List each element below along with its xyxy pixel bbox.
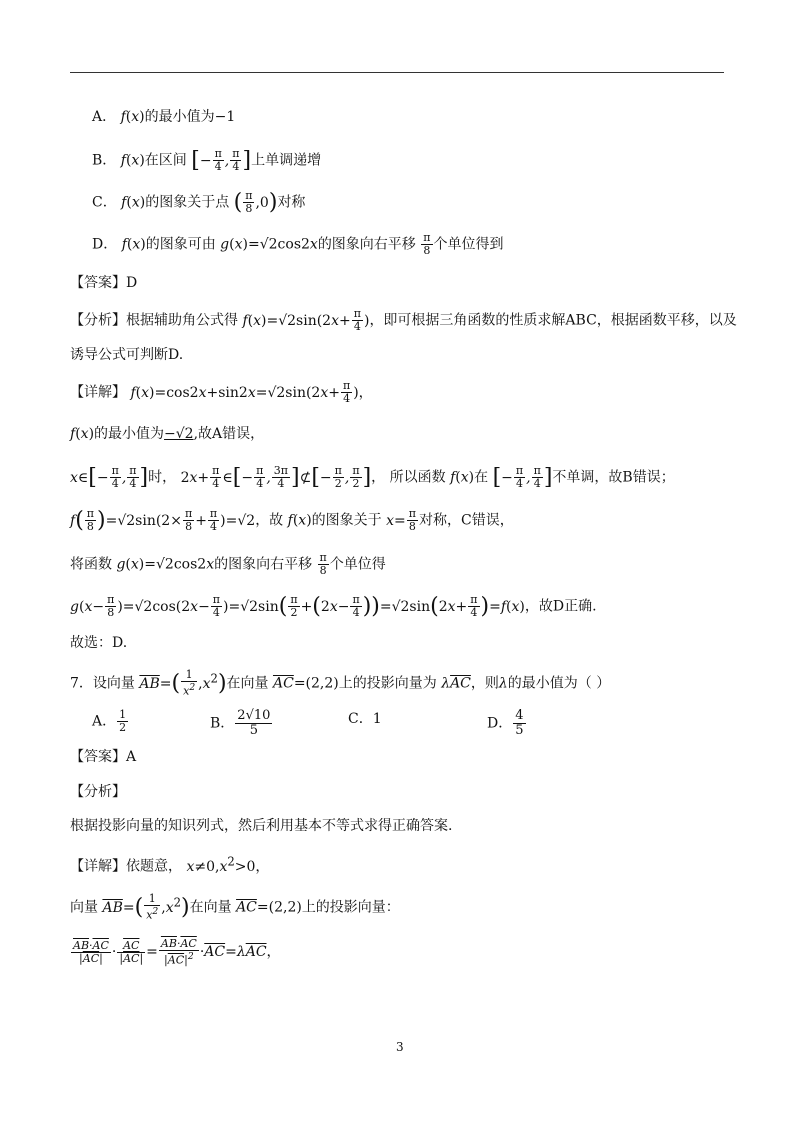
math-frac: $\frac{2√10}{5}$ (237, 708, 271, 738)
math-fx: f(x) (121, 194, 146, 211)
option-label: C． (92, 194, 117, 211)
math-frac: $\frac{1}{2}$ (119, 708, 127, 734)
option-label: D． (487, 715, 513, 732)
q7-text: 上的投影向量为 (338, 675, 437, 692)
q7-detail-line-3 (70, 938, 281, 967)
math-fx: f(x) (70, 426, 95, 442)
q7-answer-line (70, 747, 136, 767)
q7-text: 在向量 (226, 675, 269, 692)
math-x-eq: x= $\frac{\pi}{8}$ (386, 507, 416, 533)
header-rule (70, 72, 724, 73)
detail-text: 上的投影向量： (301, 899, 400, 916)
option-label: A． (92, 109, 117, 125)
math-gx: g(x)=√2cos2x (220, 236, 318, 253)
q7-stem (70, 668, 610, 698)
math-f-pi8: f( $\frac{\pi}{8}$ )=√2sin(2× $\frac{\pi}{8}$ + $\frac{\pi}{4}$ )=√2 (70, 507, 256, 533)
analysis-text: 诱导公式可判断D. (70, 347, 184, 363)
detail-line-1 (70, 380, 373, 405)
analysis-tag: 【分析】 (70, 784, 126, 800)
answer-value: D (126, 275, 138, 291)
math-interval: [− $\frac{\pi}{4}$ , $\frac{\pi}{4}$ ] (492, 464, 553, 490)
math-fx: f(x) (450, 469, 475, 486)
detail-text: ， 所以函数 (371, 469, 446, 486)
detail-text: 不单调，故B错误； (552, 469, 675, 486)
q7-detail-line-2 (70, 892, 400, 922)
option-label: A． (92, 713, 117, 730)
option-text: 的最小值为−1 (144, 109, 236, 125)
analysis-line-2 (70, 345, 183, 365)
math-interval: [− $\frac{\pi}{4}$ , $\frac{\pi}{4}$ ] (191, 147, 252, 173)
math-lambda-ac: $\lambda\overline{AC}$ (441, 675, 471, 692)
math-vec-ac: $\overline{AC}=(2,2)$ (272, 675, 339, 692)
option-a (92, 107, 235, 127)
q7-detail-line-1 (70, 851, 269, 877)
analysis-tag: 【分析】 (70, 312, 126, 329)
math-frac: $\frac{4}{5}$ (515, 708, 524, 738)
math-gx: g(x)=√2cos2x (116, 556, 215, 573)
answer-line (70, 273, 137, 293)
option-d (92, 232, 504, 257)
detail-text: 将函数 (70, 556, 112, 573)
q7-option-d (487, 709, 527, 738)
analysis-text: ，即可根据三角函数的性质求解ABC，根据函数平移，以及 (369, 312, 737, 329)
detail-tag: 【详解】 (70, 384, 126, 401)
detail-text: 的最小值为 (94, 426, 165, 442)
q7-option-b (210, 709, 273, 738)
detail-text: 对称，C错误， (419, 512, 514, 529)
math-vec-ac: $\overline{AC}=(2,2)$ (236, 899, 302, 916)
detail-text: ,故A错误， (193, 426, 265, 442)
math-fx: f(x) (120, 109, 145, 125)
option-text: 的图象关于点 (145, 194, 230, 211)
option-text: 对称 (277, 194, 306, 211)
choose-text: 故选：D. (70, 635, 128, 651)
option-b (92, 148, 321, 173)
answer-value: A (126, 749, 137, 765)
math-frac: $\frac{\pi}{8}$ (319, 551, 327, 577)
math-projection: $\frac{\overline{AB}\cdot\overline{AC}}{|\overline{AC}|}$ · $\frac{\overline{AC}}{|\overline{AC}|}$ = $\frac{\overline{AB}\cdot\overline{AC}}{|\overline{AC}|^2}$ $\cdot\overline{AC}=\lambda\overline{AC}$， (73, 937, 281, 967)
math-fx: f(x) (121, 236, 146, 253)
math-vec-ab: $\overline{AB}=$( $\frac{1}{x^2}$ $,x^2$) (102, 892, 190, 922)
math-lambda: λ (498, 675, 508, 692)
analysis-line-1 (70, 308, 737, 333)
option-c (92, 190, 305, 215)
detail-text: ，故D正确. (524, 598, 597, 615)
math-point: ( $\frac{\pi}{8}$ ,0) (233, 189, 278, 215)
option-label: B． (92, 152, 117, 169)
math-fx-formula: f(x)=√2sin(2x+ $\frac{\pi}{4}$ ) (242, 307, 370, 333)
detail-text: 个单位得 (329, 556, 386, 573)
detail-text: 的图象向右平移 (214, 556, 313, 573)
option-text: 上单调递增 (251, 152, 322, 169)
option-text: 的图象向右平移 (317, 236, 416, 253)
option-text: 的图象可由 (145, 236, 216, 253)
detail-line-3 (70, 465, 675, 490)
detail-tag: 【详解】 (70, 858, 126, 875)
math-range: 2x+ $\frac{\pi}{4}$ ∈[− $\frac{\pi}{4}$ , $\frac{3\pi}{4}$ ]⊄[− $\frac{\pi}{2}$ , $\frac{\pi}{2}$ ] (180, 464, 372, 490)
math-frac: $\frac{\pi}{8}$ (423, 231, 431, 257)
q7-text: ，则 (470, 675, 499, 692)
analysis-text: 根据辅助角公式得 (126, 312, 238, 329)
q7-option-c (348, 709, 382, 729)
q7-analysis-tag-line (70, 782, 126, 802)
option-label: D． (92, 236, 118, 253)
detail-line-2 (70, 424, 264, 444)
option-text: 1 (372, 711, 382, 727)
q7-text: 的最小值为（ ） (507, 675, 611, 692)
math-vec-ab: $\overline{AB}=$( $\frac{1}{x^2}$ $,x^2$) (139, 668, 227, 698)
q7-option-a (92, 709, 129, 734)
detail-line-5 (70, 552, 386, 577)
answer-tag: 【答案】 (70, 275, 126, 291)
option-text: 个单位得到 (433, 236, 504, 253)
q7-analysis-text-line (70, 816, 452, 836)
detail-text: 在 (474, 469, 489, 486)
math-expansion: f(x)=cos2x+sin2x=√2sin(2x+ $\frac{\pi}{4}$ )， (130, 379, 373, 405)
detail-text: 依题意， (126, 858, 182, 875)
math-condition: $x\ne 0,x^2>0$， (186, 854, 270, 875)
detail-text: 时， (148, 469, 177, 486)
math-fx: f(x) (120, 152, 145, 169)
math-fx: f(x) (287, 512, 312, 529)
detail-text: 向量 (70, 899, 98, 916)
option-label: B． (210, 715, 235, 732)
math-g-shift: g(x− $\frac{\pi}{8}$ )=√2cos(2x− $\frac{\pi}{4}$ )=√2sin( $\frac{\pi}{2}$ +(2x− $\frac{\pi}{4}$ ))=√2sin(2x+ $\frac{\pi}{4}$ )=f(x) (70, 593, 525, 619)
detail-text: ，故 (255, 512, 284, 529)
detail-line-4 (70, 508, 514, 533)
detail-line-6 (70, 594, 597, 619)
math-x-in: x∈[− $\frac{\pi}{4}$ , $\frac{\pi}{4}$ ] (70, 464, 149, 490)
analysis-text: 根据投影向量的知识列式，然后利用基本不等式求得正确答案. (70, 818, 453, 834)
option-text: 在区间 (144, 152, 187, 169)
q7-text: 7．设向量 (70, 675, 135, 692)
detail-text: 的图象关于 (311, 512, 382, 529)
option-label: C． (348, 711, 373, 727)
detail-text: 在向量 (189, 899, 232, 916)
choose-line (70, 633, 127, 653)
math-neg-root2: −√2 (164, 426, 194, 442)
answer-tag: 【答案】 (70, 749, 126, 765)
page-number: 3 (396, 1040, 404, 1054)
